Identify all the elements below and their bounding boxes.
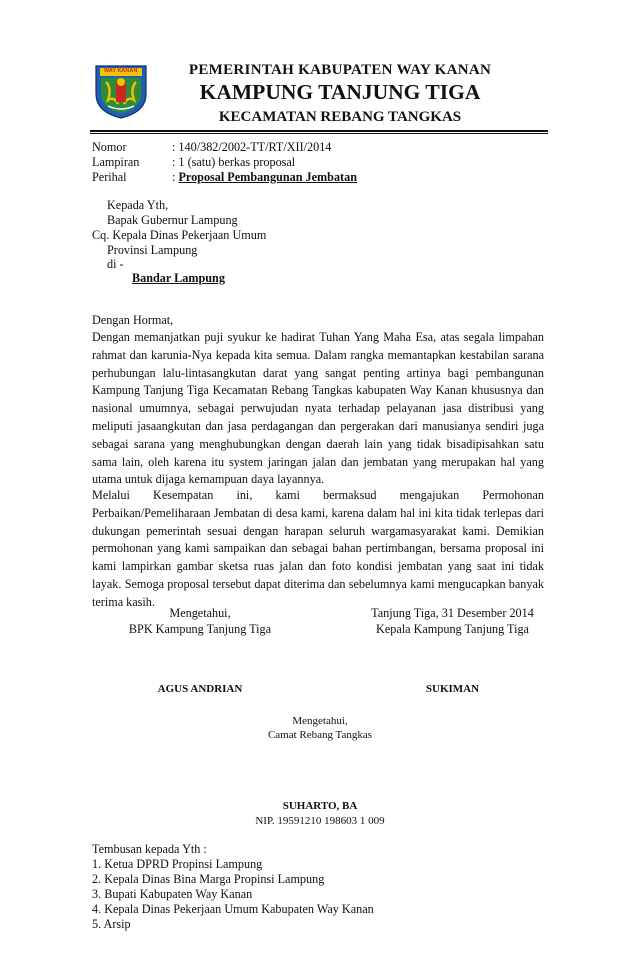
body-paragraph-1: Dengan memanjatkan puji syukur ke hadirat Tuhan Yang Maha Esa, atas segala limpahan rahmat dan karunia-Nya kepada kita semua. Dalam rangka memantapkan kestabilan sarana perhubungan lalu-lintasangkutan darat yang sangat penting artinya bagi pembangunan Kampung Tanjung Tiga Kecamatan Rebang Tangkas kabupaten Way Kanan khususnya dan nasional umumnya, sebagai perwujudan nyata terhadap pelayanan jasa distribusi yang meliputi jasaangkutan dan jasa perdagangan dan pergerakan dari manusianya sendiri juga sebagai sarana yang menghubungkan dengan daerah lain yang tidak bisadipisahkan satu sama lain, oleh karena itu system jaringan jalan dan jembatan yang merupakan hal yang utama untuk dijaga kemampuan daya layannya. [92, 330, 544, 487]
address-di: di - [107, 257, 124, 271]
body-paragraph-2: Melalui Kesempatan ini, kami bermaksud mengajukan Permohonan Perbaikan/Pemeliharaan Jembatan di desa kami, karena dalam hal ini kita tidak terlepas dari dukungan pemerintah sesuai dengan harapan seluruh wargamasyarakat kami. Demikian permohonan yang kami sampaikan dan sebagai bahan pertimbangan, bersama proposal ini kami lampirkan gambar sketsa ruas jalan dan foto kondisi jembatan yang saat ini tidak layak. Semoga proposal tersebut dapat diterima dan sebelumnya kami mengucapkan banyak terima kasih. [92, 488, 544, 609]
address-greeting: Kepada Yth, [107, 198, 169, 212]
address-cq: Cq. Kepala Dinas Pekerjaan Umum [92, 228, 267, 242]
nomor-label: Nomor [92, 140, 127, 154]
left-signatory-name: AGUS ANDRIAN [157, 683, 243, 695]
tembusan-item: 1. Ketua DPRD Propinsi Lampung [92, 857, 263, 871]
tembusan-item: 5. Arsip [92, 917, 131, 931]
tembusan-heading: Tembusan kepada Yth : [92, 842, 207, 856]
left-signature-title-2: BPK Kampung Tanjung Tiga [128, 622, 272, 636]
perihal-value: Proposal Pembangunan Jembatan [178, 170, 357, 184]
tembusan-item: 2. Kepala Dinas Bina Marga Propinsi Lampung [92, 872, 325, 886]
nomor-value: : 140/382/2002-TT/RT/XII/2014 [172, 140, 332, 154]
address-recipient: Bapak Gubernur Lampung [107, 213, 238, 227]
right-signatory-name: SUKIMAN [425, 683, 480, 695]
camat-title-1: Mengetahui, [292, 715, 348, 727]
header-district: KECAMATAN REBANG TANGKAS [218, 109, 462, 125]
header-government: PEMERINTAH KABUPATEN WAY KANAN [188, 62, 492, 78]
address-province: Provinsi Lampung [107, 243, 198, 257]
header-rule-thin [90, 133, 548, 134]
salutation: Dengan Hormat, [92, 313, 174, 327]
lampiran-value: : 1 (satu) berkas proposal [172, 155, 296, 169]
header-rule-thick [90, 130, 548, 132]
lampiran-label: Lampiran [92, 155, 140, 169]
camat-name: SUHARTO, BA [282, 800, 358, 812]
perihal-colon: : [172, 170, 176, 184]
tembusan-item: 3. Bupati Kabupaten Way Kanan [92, 887, 253, 901]
tembusan-item: 4. Kepala Dinas Pekerjaan Umum Kabupaten Way Kanan [92, 902, 374, 916]
address-city: Bandar Lampung [132, 271, 225, 285]
perihal-row [172, 170, 357, 185]
camat-nip: NIP. 19591210 198603 1 009 [255, 815, 385, 827]
left-signature-title-1: Mengetahui, [169, 606, 231, 620]
header-village: KAMPUNG TANJUNG TIGA [199, 80, 481, 104]
perihal-label: Perihal [92, 170, 127, 184]
right-signature-title-2: Kepala Kampung Tanjung Tiga [376, 622, 529, 636]
camat-title-2: Camat Rebang Tangkas [267, 729, 373, 741]
emblem-lettering: WAY KANAN [104, 68, 138, 74]
right-signature-title-1: Tanjung Tiga, 31 Desember 2014 [371, 606, 534, 620]
way-kanan-emblem [92, 60, 150, 120]
